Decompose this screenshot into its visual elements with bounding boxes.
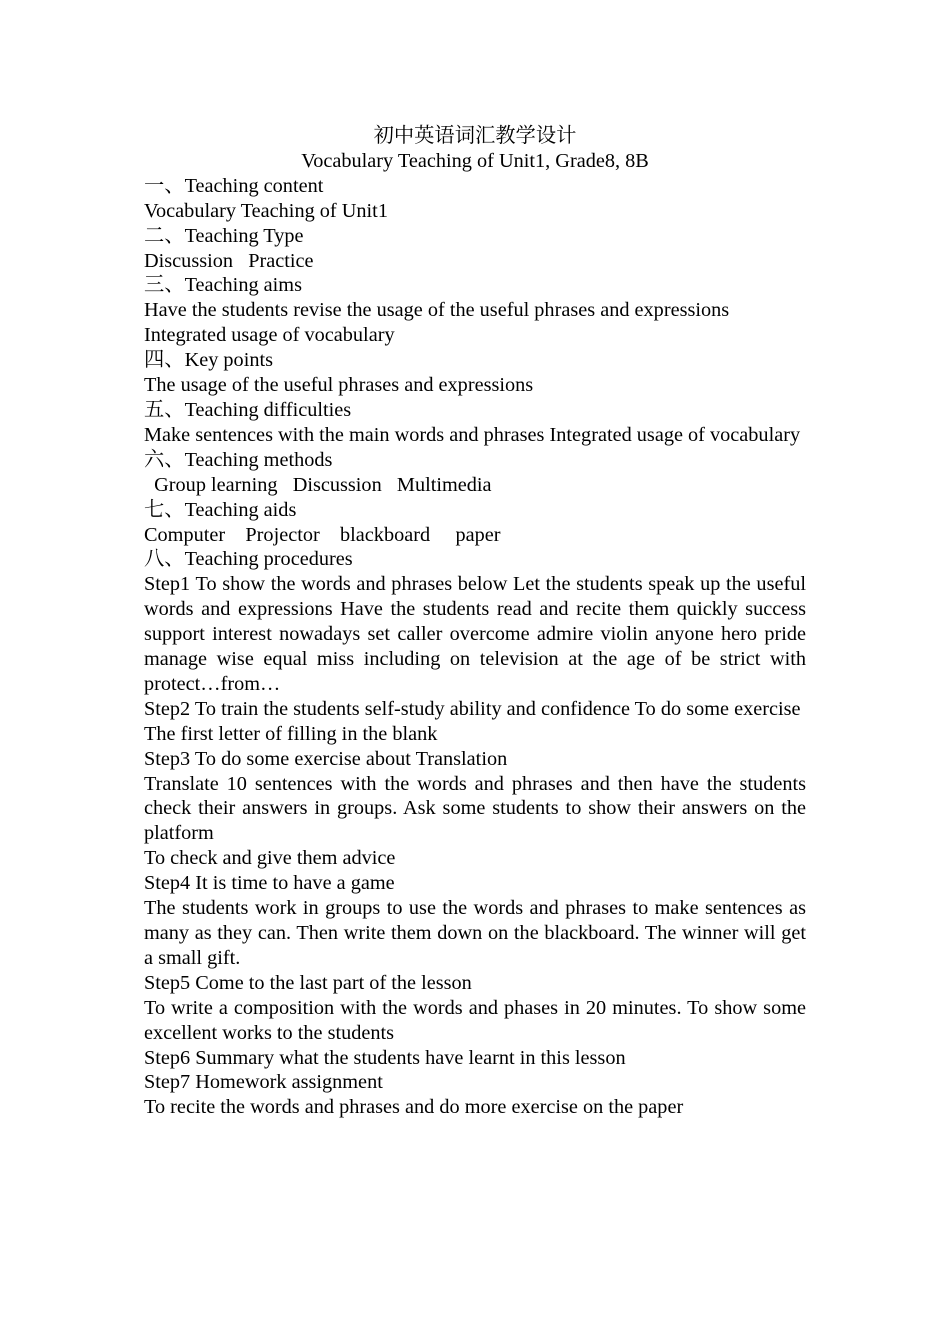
section-text-key-points: The usage of the useful phrases and expressions <box>144 374 534 397</box>
section-heading-difficulties: 五、Teaching difficulties <box>144 398 352 421</box>
step2-text: Step2 To train the students self-study ability and confidence To do some exercise <box>144 697 801 720</box>
step1-text: Step1 To show the words and phrases below Let the students speak up the useful words and expressions Have the students read and recite them quickly success support interest nowadays set caller overcome admire violin anyone hero pride manage wise equal miss including on television at the age of be strict with protect…from… <box>144 573 806 695</box>
section-heading-methods: 六、Teaching methods <box>144 448 333 471</box>
section-text-aims-2: Integrated usage of vocabulary <box>144 324 395 347</box>
section-heading-content: 一、Teaching content <box>144 174 324 197</box>
step6-heading: Step6 Summary what the students have learnt in this lesson <box>144 1046 626 1069</box>
section-heading-aims: 三、Teaching aims <box>144 274 302 297</box>
section-heading-procedures: 八、Teaching procedures <box>144 548 353 571</box>
title-chinese: 初中英语词汇教学设计 <box>373 125 577 147</box>
section-text-difficulties: Make sentences with the main words and phrases Integrated usage of vocabulary <box>144 423 801 446</box>
step2-note: The first letter of filling in the blank <box>144 722 438 745</box>
step3-heading: Step3 To do some exercise about Translation <box>144 747 508 770</box>
section-heading-aids: 七、Teaching aids <box>144 498 297 521</box>
step4-text: The students work in groups to use the words and phrases to make sentences as many as they can. Then write them down on the blackboard. The winner will get a small gift. <box>144 897 806 969</box>
section-text-aims-1: Have the students revise the usage of the useful phrases and expressions <box>144 299 730 322</box>
section-heading-key-points: 四、Key points <box>144 349 274 372</box>
section-text-methods: Group learning Discussion Multimedia <box>144 473 492 496</box>
step5-text: To write a composition with the words and phases in 20 minutes. To show some excellent works to the students <box>144 996 806 1044</box>
step3-text: Translate 10 sentences with the words and phrases and then have the students check their answers in groups. Ask some students to show their answers on the platform <box>144 772 806 845</box>
title-english: Vocabulary Teaching of Unit1, Grade8, 8B <box>301 149 649 172</box>
section-text-content: Vocabulary Teaching of Unit1 <box>144 199 388 222</box>
step4-heading: Step4 It is time to have a game <box>144 872 395 895</box>
step7-heading: Step7 Homework assignment <box>144 1071 383 1094</box>
step3-note: To check and give them advice <box>144 847 396 870</box>
section-heading-type: 二、Teaching Type <box>144 224 304 247</box>
step5-heading: Step5 Come to the last part of the lesson <box>144 971 472 994</box>
step7-text: To recite the words and phrases and do more exercise on the paper <box>144 1096 684 1119</box>
section-text-type: Discussion Practice <box>144 249 314 272</box>
section-text-aids: Computer Projector blackboard paper <box>144 523 501 546</box>
document-body <box>144 124 806 1120</box>
